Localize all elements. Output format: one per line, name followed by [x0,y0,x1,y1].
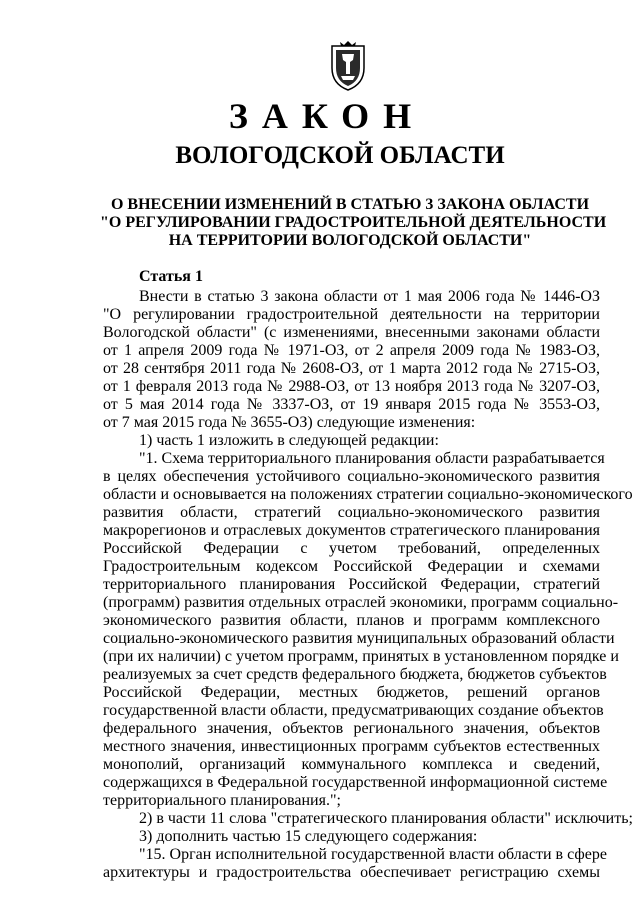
body-line: территориального планирования Российской Федерации, стратегий [103,576,600,593]
body-line: экономического развития области, планов и программ комплексного [103,612,600,629]
body-line: (при их наличии) с учетом программ, принятых в установленном порядке и [103,648,619,665]
body-line: в целях обеспечения устойчивого социально-экономического развития [103,468,600,485]
law-title [100,196,607,250]
law-word: ЗАКОН [228,96,426,136]
body-line: местного значения, инвестиционных программ субъектов естественных [103,738,600,755]
body-line: от 28 сентября 2011 года № 2608-ОЗ, от 1 марта 2012 года № 2715-ОЗ, [103,360,600,377]
body-line: от 7 мая 2015 года № 3655-ОЗ) следующие изменения: [103,414,476,431]
article-heading: Статья 1 [139,268,203,285]
body-line: монополий, организаций коммунального комплекса и сведений, [103,756,600,773]
body-line: 3) дополнить частью 15 следующего содержания: [139,828,478,845]
body-line: "1. Схема территориального планирования области разрабатывается [139,450,605,467]
law-title-line: "О РЕГУЛИРОВАНИИ ГРАДОСТРОИТЕЛЬНОЙ ДЕЯТЕЛЬНОСТИ [100,214,607,231]
region-title: ВОЛОГОДСКОЙ ОБЛАСТИ [175,142,505,169]
body-line: реализуемых за счет средств федерального бюджета, бюджетов субъектов [103,666,607,683]
body-line: от 1 февраля 2013 года № 2988-ОЗ, от 13 ноября 2013 года № 3207-ОЗ, [103,378,600,395]
body-line: 1) часть 1 изложить в следующей редакции: [139,432,439,449]
body-line: Российской Федерации, местных бюджетов, решений органов [103,684,600,701]
body-line: (программ) развития отдельных отраслей экономики, программ социально- [103,594,619,611]
body-line: федерального значения, объектов регионального значения, объектов [103,720,600,737]
body-line: территориального планирования."; [103,792,341,809]
body-line: государственной власти области, предусматривающих создание объектов [103,702,604,719]
body-line: архитектуры и градостроительства обеспечивает регистрацию схемы [103,864,600,881]
body-line: области и основывается на положениях стратегии социально-экономического [103,486,633,503]
body-line: от 5 мая 2014 года № 3337-ОЗ, от 19 января 2015 года № 3553-ОЗ, [103,396,600,413]
coat-of-arms-icon [326,40,370,92]
body-line: социально-экономического развития муниципальных образований области [103,630,615,647]
body-line: содержащихся в Федеральной государственной информационной системе [103,774,608,791]
law-title-line: О ВНЕСЕНИИ ИЗМЕНЕНИЙ В СТАТЬЮ 3 ЗАКОНА ОБЛАСТИ [110,196,590,213]
body-line: Внести в статью 3 закона области от 1 мая 2006 года № 1446-ОЗ [139,288,600,305]
body-line: "О регулировании градостроительной деятельности на территории [103,306,600,323]
law-title-line: НА ТЕРРИТОРИИ ВОЛОГОДСКОЙ ОБЛАСТИ" [168,232,532,249]
body-line: макрорегионов и отраслевых документов стратегического планирования [103,522,600,539]
body-line: развития области, стратегий социально-экономического развития [103,504,600,521]
body-line: Российской Федерации с учетом требований, определенных [103,540,600,557]
body-line: от 1 апреля 2009 года № 1971-ОЗ, от 2 апреля 2009 года № 1983-ОЗ, [103,342,600,359]
body-line: "15. Орган исполнительной государственной власти области в сфере [139,846,607,863]
body-line: 2) в части 11 слова "стратегического планирования области" исключить; [139,810,633,827]
body-line: Градостроительным кодексом Российской Федерации и схемами [103,558,600,575]
body-line: Вологодской области" (с изменениями, внесенными законами области [103,324,600,341]
